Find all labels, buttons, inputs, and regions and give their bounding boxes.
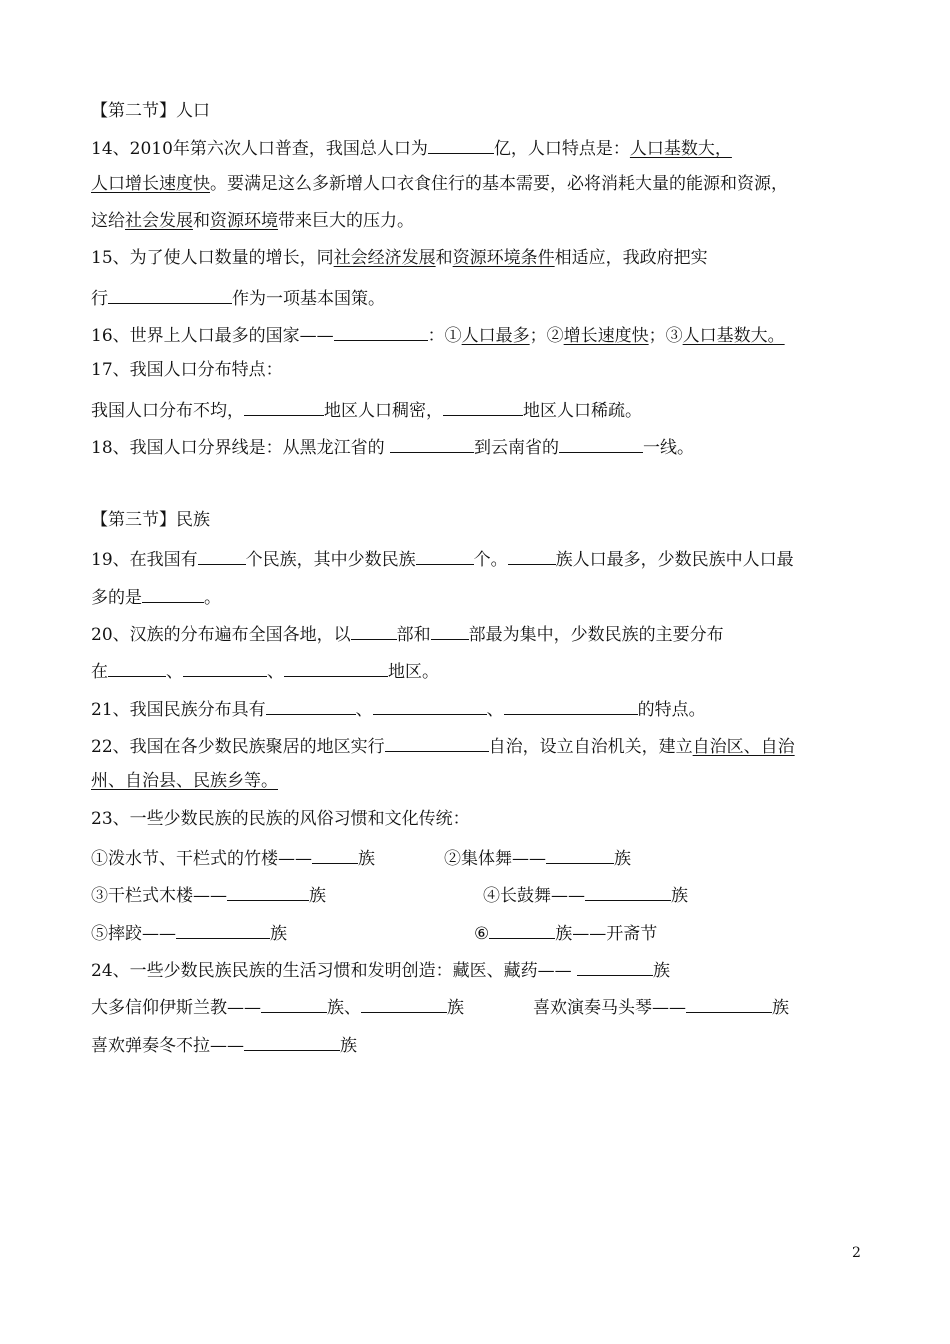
q20-blank-region-2[interactable]	[183, 657, 267, 677]
q23-blank-1[interactable]	[312, 844, 358, 864]
q23-item-3: ③干栏式木楼—— 族	[91, 881, 326, 908]
q23-item-4: ④长鼓舞—— 族	[483, 881, 688, 908]
q24-blank-islam-2[interactable]	[361, 993, 447, 1013]
q23-item-6: ⑥ 族——开斋节	[474, 919, 657, 946]
q14-line-3: 这给社会发展和资源环境带来巨大的压力。	[91, 211, 414, 231]
q17-line-2: 我国人口分布不均， 地区人口稠密， 地区人口稀疏。	[91, 396, 642, 423]
q17-line-1: 17、我国人口分布特点：	[91, 360, 283, 380]
q19-blank-count[interactable]	[198, 545, 246, 565]
q19-blank-largest-minority[interactable]	[142, 583, 204, 603]
q15-line-1: 15、为了使人口数量的增长，同社会经济发展和资源环境条件相适应，我政府把实	[91, 248, 708, 268]
q16-line: 16、世界上人口最多的国家—— ：①人口最多；②增长速度快；③人口基数大。	[91, 321, 785, 348]
q23-line-1: 23、一些少数民族的民族的风俗习惯和文化传统：	[91, 809, 470, 829]
q20-blank-part-2[interactable]	[431, 620, 469, 640]
q20-blank-region-1[interactable]	[108, 657, 166, 677]
q24-line-1: 24、一些少数民族民族的生活习惯和发明创造：藏医、藏药—— 族	[91, 956, 670, 983]
q24-blank-morin-khuur[interactable]	[686, 993, 772, 1013]
q23-blank-3[interactable]	[227, 881, 309, 901]
q23-item-1: ①泼水节、干栏式的竹楼—— 族	[91, 844, 375, 871]
q17-blank-dense[interactable]	[244, 396, 324, 416]
q20-line-2: 在 、 、 地区。	[91, 657, 439, 684]
q22-line-2: 州、自治县、民族乡等。	[91, 771, 278, 791]
q23-blank-4[interactable]	[585, 881, 671, 901]
q19-line-1: 19、在我国有 个民族，其中少数民族 个。 族人口最多，少数民族中人口最	[91, 545, 794, 572]
q23-item-2: ②集体舞—— 族	[444, 844, 631, 871]
q20-blank-region-3[interactable]	[284, 657, 388, 677]
q21-line: 21、我国民族分布具有 、 、 的特点。	[91, 695, 706, 722]
q24-blank-tibetan[interactable]	[577, 956, 653, 976]
q14-blank-population[interactable]	[428, 134, 494, 154]
q23-blank-5[interactable]	[176, 919, 270, 939]
q21-blank-1[interactable]	[266, 695, 356, 715]
q17-blank-sparse[interactable]	[443, 396, 523, 416]
q23-item-5: ⑤摔跤—— 族	[91, 919, 287, 946]
q20-blank-part-1[interactable]	[351, 620, 397, 640]
section-2-heading: 【第二节】人口	[91, 101, 210, 121]
q23-blank-6[interactable]	[489, 919, 555, 939]
q22-line-1: 22、我国在各少数民族聚居的地区实行 自治，设立自治机关，建立自治区、自治	[91, 732, 795, 759]
q21-blank-2[interactable]	[373, 695, 487, 715]
q24-line-3: 喜欢弹奏冬不拉—— 族	[91, 1031, 357, 1058]
q24-blank-islam-1[interactable]	[261, 993, 327, 1013]
q14-line-2: 人口增长速度快。要满足这么多新增人口衣食住行的基本需要，必将消耗大量的能源和资源，	[91, 174, 788, 194]
q14-line-1: 14、2010年第六次人口普查，我国总人口为 亿，人口特点是：人口基数大，	[91, 134, 732, 161]
q19-line-2: 多的是 。	[91, 583, 221, 610]
q23-blank-2[interactable]	[546, 844, 614, 864]
q18-blank-heilongjiang[interactable]	[390, 433, 474, 453]
q19-blank-minority-count[interactable]	[416, 545, 474, 565]
q24-blank-dombra[interactable]	[244, 1031, 340, 1051]
q18-line: 18、我国人口分界线是：从黑龙江省的 到云南省的 一线。	[91, 433, 694, 460]
page-number: 2	[852, 1245, 861, 1261]
q18-blank-yunnan[interactable]	[559, 433, 643, 453]
q21-blank-3[interactable]	[504, 695, 638, 715]
q22-blank-autonomy[interactable]	[385, 732, 489, 752]
q24-line-2a: 大多信仰伊斯兰教—— 族、 族	[91, 993, 464, 1020]
q24-line-2b: 喜欢演奏马头琴—— 族	[533, 993, 789, 1020]
q15-line-2: 行 作为一项基本国策。	[91, 284, 385, 311]
q16-blank-country[interactable]	[334, 321, 428, 341]
section-3-heading: 【第三节】民族	[91, 510, 210, 530]
q19-blank-largest[interactable]	[508, 545, 556, 565]
q20-line-1: 20、汉族的分布遍布全国各地，以 部和 部最为集中，少数民族的主要分布	[91, 620, 724, 647]
q15-blank-policy[interactable]	[108, 284, 232, 304]
